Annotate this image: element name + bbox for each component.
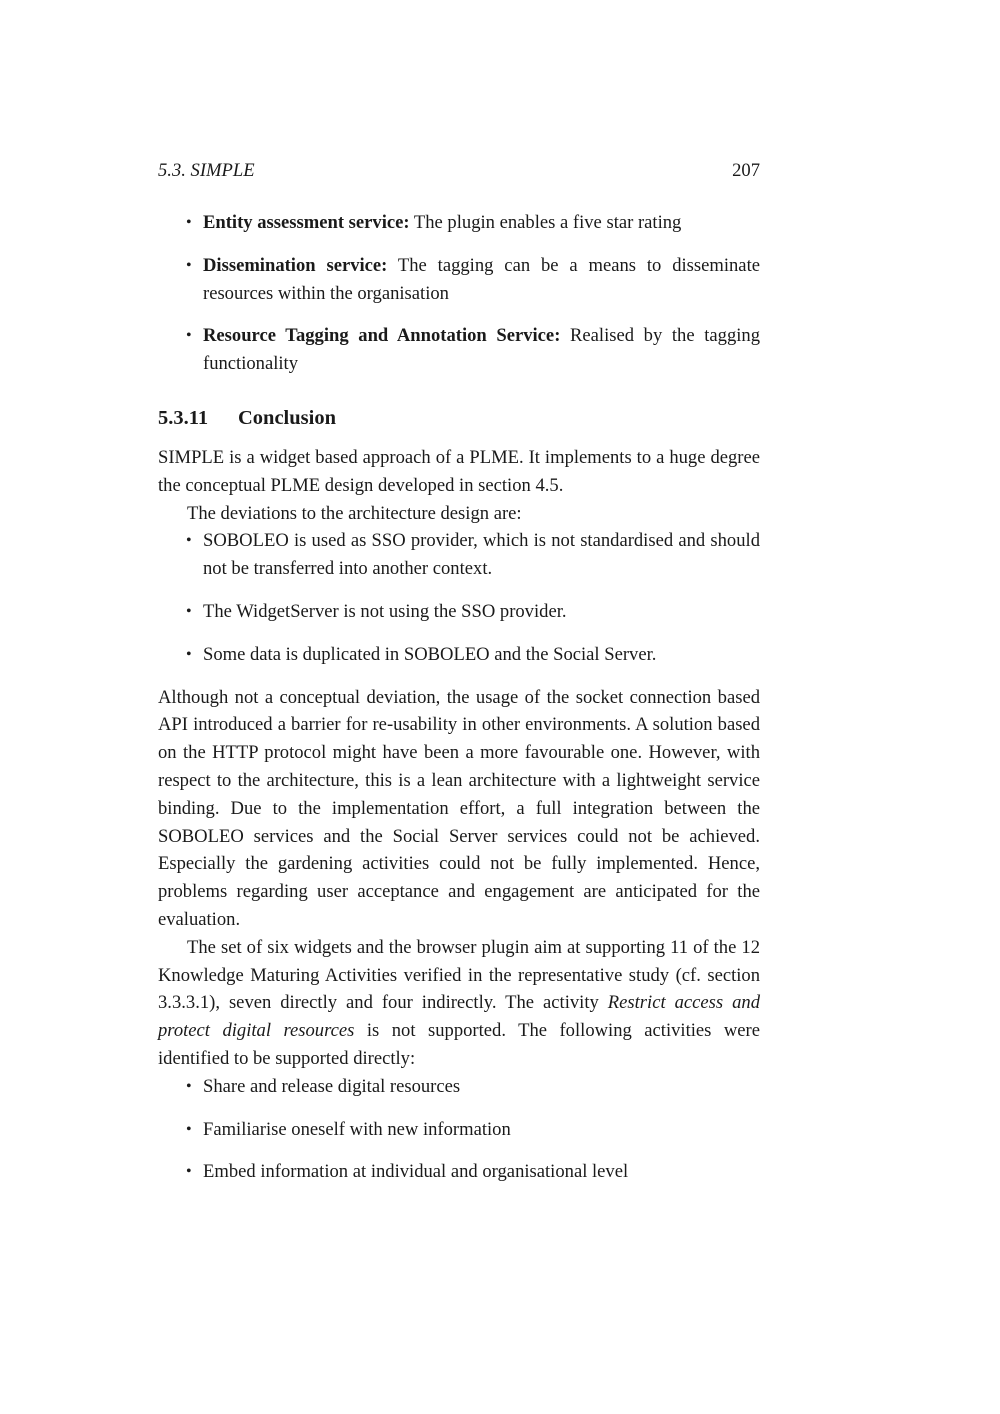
page-body [158,209,760,1186]
bullet-icon: • [186,645,192,663]
list-item [158,1073,760,1101]
paragraph-activities-italic: Restrict access and protect digital resources [158,992,760,1042]
bullet-icon: • [186,1077,192,1095]
bullet-icon: • [186,327,192,345]
bullet-icon: • [186,1120,192,1138]
list-item [158,1116,760,1144]
list-item-text: Embed information at individual and organisational level [203,1161,629,1183]
bullet-icon: • [186,532,192,550]
paragraph-discussion: Although not a conceptual deviation, the usage of the socket connection based API introduced a barrier for re-usability in other environments. A solution based on the HTTP protocol might have been a more favourable one. However, with respect to the architecture, this is a lean architecture with a lightweight service binding. Due to the implementation effort, a full integration between the SOBOLEO services and the Social Server services could not be achieved. Especially the gardening activities could not be fully implemented. Hence, problems regarding user acceptance and engagement are anticipated for the evaluation. [158,686,760,930]
list-item-text: Share and release digital resources [203,1075,461,1097]
list-item-text: Realised by the tagging functionality [203,325,760,375]
deviation-list [158,527,760,668]
bullet-icon: • [186,602,192,620]
list-item [158,598,760,626]
bullet-icon: • [186,214,192,231]
list-item [158,641,760,669]
subsection-heading [158,404,760,432]
paragraph-activities-part2: is not supported. The following activities were identified to be supported directly: [158,1020,760,1069]
list-item [158,209,760,237]
subsection-number: 5.3.11 [158,406,209,429]
paragraph-activities [158,934,760,1073]
list-item-text: The WidgetServer is not using the SSO provider. [203,600,567,622]
list-item-term: Resource Tagging and Annotation Service: [203,325,561,347]
activity-list [158,1073,760,1186]
paragraph-activities-part1: The set of six widgets and the browser plugin aim at supporting 11 of the 12 Knowledge Maturing Activities verified in the representative study (cf. section 3.3.3.1), seven directly and four indirectly. The activity [158,936,760,1014]
list-item [158,252,760,308]
list-item-text: Familiarise oneself with new information [203,1118,511,1140]
document-page [158,0,760,1414]
bullet-icon: • [186,256,192,274]
service-list [158,209,760,378]
list-item-term: Entity assessment service: [203,212,410,233]
bullet-icon: • [186,1163,192,1181]
paragraph-intro: SIMPLE is a widget based approach of a PLME. It implements to a huge degree the conceptual PLME design developed in section 4.5. [158,446,760,496]
page-number: 207 [732,160,760,181]
list-item-text: The tagging can be a means to disseminate resources within the organisation [203,254,760,304]
subsection-title: Conclusion [238,406,336,429]
list-item [158,527,760,583]
list-item-text: SOBOLEO is used as SSO provider, which is not standardised and should not be transferred into another context. [203,530,760,580]
list-item [158,1158,760,1186]
list-item [158,322,760,378]
list-item-text: The plugin enables a five star rating [409,212,682,233]
list-item-text: Some data is duplicated in SOBOLEO and the Social Server. [203,643,657,665]
running-header [158,160,760,184]
list-item-term: Dissemination service: [203,254,388,276]
paragraph-deviations: The deviations to the architecture design are: [187,502,522,524]
running-header-section: 5.3. SIMPLE [158,160,255,181]
